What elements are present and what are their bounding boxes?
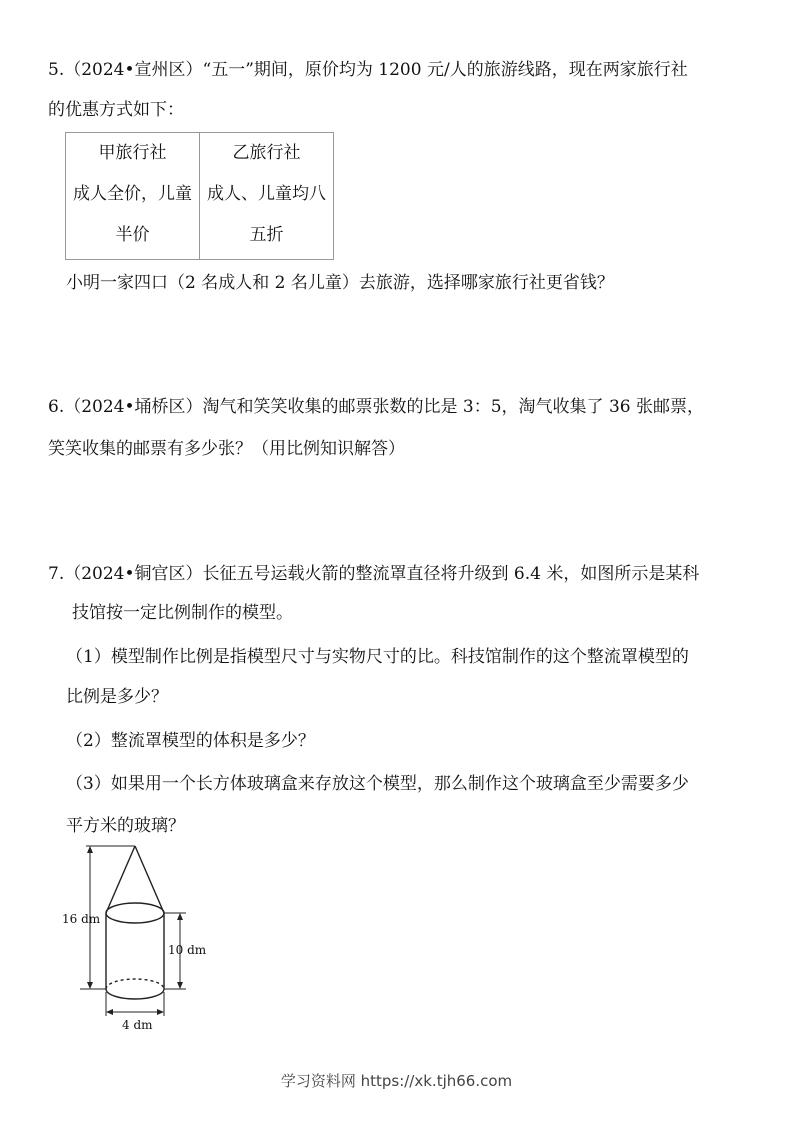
agency-a-title: 甲旅行社 [98,143,167,163]
cylinder-bottom-front [106,989,164,999]
discount-table [65,132,334,260]
agency-b-rule-line2: 五折 [249,225,284,245]
height-total-label: 16 dm [62,912,101,926]
q7-part3-line1: （3）如果用一个长方体玻璃盒来存放这个模型，那么制作这个玻璃盒至少需要多少 [66,774,689,794]
agency-b-rule-line1: 成人、儿童均八 [207,184,326,204]
q7-part1-line2: 比例是多少？ [66,687,168,707]
agency-a-rule-line2: 半价 [115,225,150,245]
height-cylinder-label: 10 dm [168,943,207,957]
q7-part2: （2）整流罩模型的体积是多少？ [66,731,315,751]
cylinder-top-ellipse [106,903,164,923]
diameter-label: 4 dm [122,1018,153,1032]
agency-b-title: 乙旅行社 [232,143,301,163]
agency-b-cell [200,133,334,260]
rocket-fairing-model-figure [60,842,220,1032]
cylinder-bottom-back [106,979,164,989]
footer-watermark: 学习资料网 https://xk.tjh66.com [280,1072,513,1090]
q5-question: 小明一家四口（2 名成人和 2 名儿童）去旅游，选择哪家旅行社更省钱？ [66,273,614,293]
q7-part3-line2: 平方米的玻璃？ [66,816,185,836]
q6-line1: 6.（2024•埇桥区）淘气和笑笑收集的邮票张数的比是 3：5，淘气收集了 36 张邮票， [48,397,704,417]
q5-line2: 的优惠方式如下： [48,100,184,120]
agency-a-rule-line1: 成人全价，儿童 [73,184,192,204]
agency-a-cell [66,133,200,260]
q7-line1: 7.（2024•铜官区）长征五号运载火箭的整流罩直径将升级到 6.4 米，如图所示是某科 [48,564,700,584]
q7-line2: 技馆按一定比例制作的模型。 [72,603,293,623]
q7-part1-line1: （1）模型制作比例是指模型尺寸与实物尺寸的比。科技馆制作的这个整流罩模型的 [66,647,689,667]
q5-line1: 5.（2024•宣州区）“五一”期间，原价均为 1200 元/人的旅游线路，现在两家旅行社 [48,60,688,80]
q6-line2: 笑笑收集的邮票有多少张？（用比例知识解答） [48,439,405,459]
